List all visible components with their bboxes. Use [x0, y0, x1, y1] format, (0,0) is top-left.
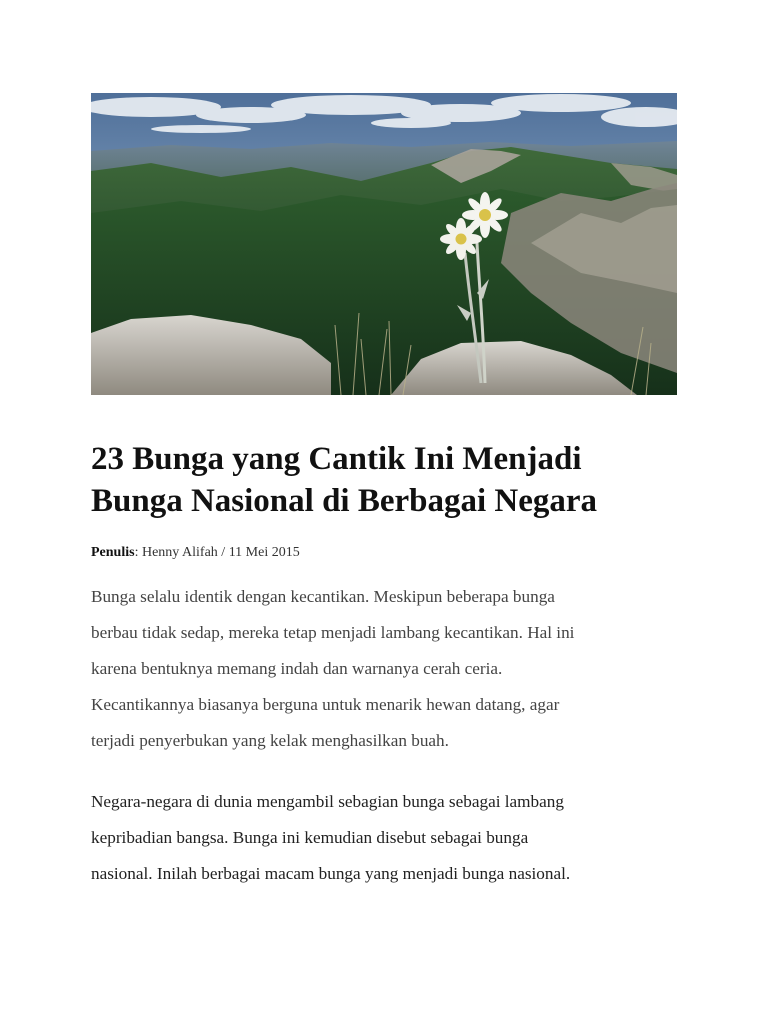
hero-image [91, 93, 677, 395]
author-name: Henny Alifah [141, 545, 218, 560]
byline [91, 544, 300, 562]
title-line: Bunga Nasional di Berbagai Negara [91, 483, 598, 519]
author-label: Penulis [91, 545, 135, 560]
paragraph-line: terjadi penyerbukan yang kelak menghasilkan buah. [91, 731, 449, 750]
paragraph-line: Negara-negara di dunia mengambil sebagian bunga sebagai lambang [91, 792, 564, 811]
paragraph-line: Kecantikannya biasanya berguna untuk menarik hewan datang, agar [91, 695, 560, 714]
byline-separator: : [134, 545, 142, 560]
title-line: 23 Bunga yang Cantik Ini Menjadi [91, 441, 582, 477]
paragraph-line: nasional. Inilah berbagai macam bunga yang menjadi bunga nasional. [91, 864, 571, 883]
byline-divider: / [217, 545, 229, 560]
article-title [91, 438, 691, 522]
paragraph-line: berbau tidak sedap, mereka tetap menjadi lambang kecantikan. Hal ini [91, 623, 575, 642]
publish-date: 11 Mei 2015 [228, 545, 300, 560]
paragraph-line: kepribadian bangsa. Bunga ini kemudian disebut sebagai bunga [91, 828, 529, 847]
second-paragraph [91, 784, 691, 892]
intro-paragraph [91, 579, 691, 759]
paragraph-line: karena bentuknya memang indah dan warnanya cerah ceria. [91, 659, 503, 678]
paragraph-line: Bunga selalu identik dengan kecantikan. Meskipun beberapa bunga [91, 587, 555, 606]
